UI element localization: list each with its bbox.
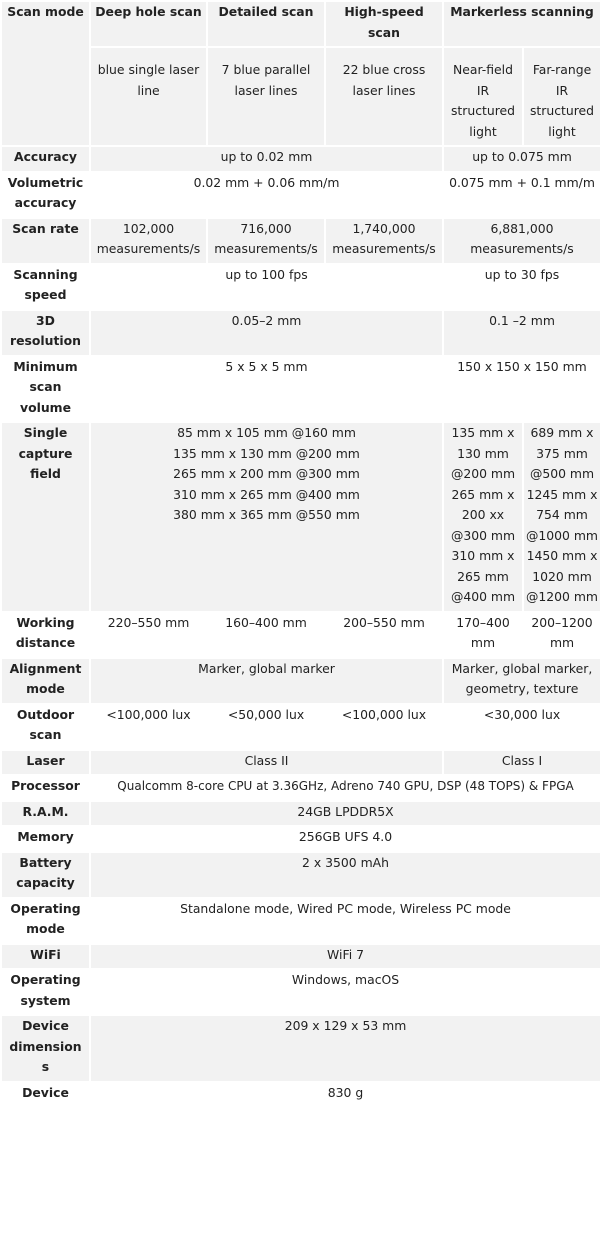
- min-volume-markerless: 150 x 150 x 150 mm: [443, 356, 600, 423]
- capture-field-line: 265 mm x 200 mm @300 mm: [173, 466, 360, 481]
- scan-rate-markerless: 6,881,000 measurements/s: [443, 218, 600, 264]
- row-label: R.A.M.: [1, 801, 90, 827]
- row-battery: [1, 852, 600, 898]
- accuracy-markerless: up to 0.075 mm: [443, 146, 600, 172]
- scanning-speed-laser: up to 100 fps: [90, 264, 443, 310]
- row-os: [1, 969, 600, 1015]
- capture-field-laser: [90, 422, 443, 612]
- row-wifi: [1, 944, 600, 970]
- working-distance-deep-hole: 220–550 mm: [90, 612, 207, 658]
- row-outdoor: [1, 704, 600, 750]
- resolution-laser: 0.05–2 mm: [90, 310, 443, 356]
- row-ram: [1, 801, 600, 827]
- row-label: Battery capacity: [1, 852, 90, 898]
- row-alignment: [1, 658, 600, 704]
- scan-rate-detailed: 716,000 measurements/s: [207, 218, 325, 264]
- header-deep-hole: Deep hole scan: [90, 1, 207, 47]
- row-label: Laser: [1, 750, 90, 776]
- capture-field-line: 85 mm x 105 mm @160 mm: [177, 425, 356, 440]
- dimensions-value: 209 x 129 x 53 mm: [90, 1015, 600, 1082]
- row-label: Alignment mode: [1, 658, 90, 704]
- scan-rate-deep-hole: 102,000 measurements/s: [90, 218, 207, 264]
- accuracy-laser: up to 0.02 mm: [90, 146, 443, 172]
- row-label: Operating system: [1, 969, 90, 1015]
- row-accuracy: [1, 146, 600, 172]
- wifi-value: WiFi 7: [90, 944, 600, 970]
- capture-field-line: 135 mm x 130 mm @200 mm: [450, 425, 516, 481]
- row-label: Scan rate: [1, 218, 90, 264]
- row-label: Memory: [1, 826, 90, 852]
- scan-rate-high-speed: 1,740,000 measurements/s: [325, 218, 443, 264]
- outdoor-deep-hole: <100,000 lux: [90, 704, 207, 750]
- working-distance-far-range: 200–1200 mm: [523, 612, 600, 658]
- subheader-near-field: Near-field IR structured light: [443, 47, 523, 146]
- row-label: Device: [1, 1082, 90, 1108]
- working-distance-detailed: 160–400 mm: [207, 612, 325, 658]
- header-scan-mode: Scan mode: [1, 1, 90, 146]
- laser-class-markerless: Class I: [443, 750, 600, 776]
- processor-value: Qualcomm 8-core CPU at 3.36GHz, Adreno 740 GPU, DSP (48 TOPS) & FPGA: [90, 775, 600, 801]
- row-label: Accuracy: [1, 146, 90, 172]
- header-detailed: Detailed scan: [207, 1, 325, 47]
- capture-field-line: 135 mm x 130 mm @200 mm: [173, 445, 360, 461]
- memory-value: 256GB UFS 4.0: [90, 826, 600, 852]
- row-operating-mode: [1, 898, 600, 944]
- row-scanning-speed: [1, 264, 600, 310]
- outdoor-markerless: <30,000 lux: [443, 704, 600, 750]
- row-resolution: [1, 310, 600, 356]
- row-label: Outdoor scan: [1, 704, 90, 750]
- volumetric-markerless: 0.075 mm + 0.1 mm/m: [443, 172, 600, 218]
- capture-field-line: 310 mm x 265 mm @400 mm: [173, 486, 360, 502]
- row-label: Volumetric accuracy: [1, 172, 90, 218]
- outdoor-detailed: <50,000 lux: [207, 704, 325, 750]
- row-label: Single capture field: [1, 422, 90, 612]
- device-value: 830 g: [90, 1082, 600, 1108]
- header-high-speed: High-speed scan: [325, 1, 443, 47]
- row-label: WiFi: [1, 944, 90, 970]
- subheader-deep-hole: blue single laser line: [90, 47, 207, 146]
- row-label: Minimum scan volume: [1, 356, 90, 423]
- row-label: Working distance: [1, 612, 90, 658]
- header-row: [1, 1, 600, 47]
- row-dimensions: [1, 1015, 600, 1082]
- capture-field-line: 380 mm x 365 mm @550 mm: [173, 507, 360, 522]
- row-memory: [1, 826, 600, 852]
- resolution-markerless: 0.1 –2 mm: [443, 310, 600, 356]
- row-label: Processor: [1, 775, 90, 801]
- ram-value: 24GB LPDDR5X: [90, 801, 600, 827]
- alignment-laser: Marker, global marker: [90, 658, 443, 704]
- row-capture-field: [1, 422, 600, 612]
- row-min-volume: [1, 356, 600, 423]
- capture-field-line: 1450 mm x 1020 mm @1200 mm: [526, 548, 599, 604]
- battery-value: 2 x 3500 mAh: [90, 852, 600, 898]
- row-processor: [1, 775, 600, 801]
- subheader-far-range: Far-range IR structured light: [523, 47, 600, 146]
- subheader-high-speed: 22 blue cross laser lines: [325, 47, 443, 146]
- row-working-distance: [1, 612, 600, 658]
- min-volume-laser: 5 x 5 x 5 mm: [90, 356, 443, 423]
- row-device: [1, 1082, 600, 1108]
- working-distance-near-field: 170–400 mm: [443, 612, 523, 658]
- row-volumetric: [1, 172, 600, 218]
- outdoor-high-speed: <100,000 lux: [325, 704, 443, 750]
- row-label: Scanning speed: [1, 264, 90, 310]
- capture-field-line: 310 mm x 265 mm @400 mm: [450, 548, 516, 604]
- laser-class-laser: Class II: [90, 750, 443, 776]
- capture-field-line: 689 mm x 375 mm @500 mm: [529, 425, 595, 481]
- row-scan-rate: [1, 218, 600, 264]
- capture-field-line: 1245 mm x 754 mm @1000 mm: [526, 486, 599, 543]
- os-value: Windows, macOS: [90, 969, 600, 1015]
- capture-field-far-range: [523, 422, 600, 612]
- alignment-markerless: Marker, global marker, geometry, texture: [443, 658, 600, 704]
- row-label: Device dimensions: [1, 1015, 90, 1082]
- scanning-speed-markerless: up to 30 fps: [443, 264, 600, 310]
- row-label: 3D resolution: [1, 310, 90, 356]
- header-markerless: Markerless scanning: [443, 1, 600, 47]
- working-distance-high-speed: 200–550 mm: [325, 612, 443, 658]
- volumetric-laser: 0.02 mm + 0.06 mm/m: [90, 172, 443, 218]
- row-label: Operating mode: [1, 898, 90, 944]
- operating-mode-value: Standalone mode, Wired PC mode, Wireless PC mode: [90, 898, 600, 944]
- subheader-detailed: 7 blue parallel laser lines: [207, 47, 325, 146]
- capture-field-near-field: [443, 422, 523, 612]
- capture-field-line: 265 mm x 200 xx @300 mm: [450, 486, 516, 543]
- subheader-row: [1, 47, 600, 146]
- row-laser: [1, 750, 600, 776]
